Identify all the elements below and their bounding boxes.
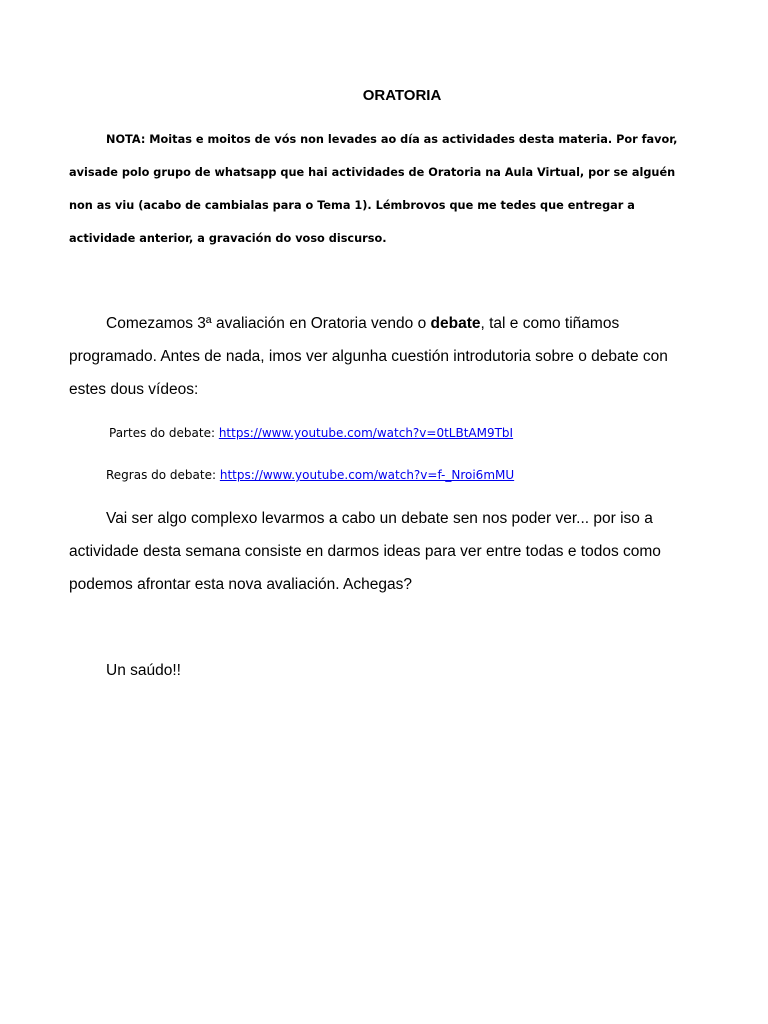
note-paragraph: NOTA: Moitas e moitos de vós non levades ao día as actividades desta materia. Por favor, avisade polo grupo de whatsapp que hai actividades de Oratoria na Aula Virtual, por se alguén non as viu (acabo de cambialas para o Tema 1). Lémbrovos que me tedes que entregar a actividade anterior, a gravación do voso discurso. (69, 133, 678, 245)
video-label-partes: Partes do debate: (109, 426, 219, 440)
document-title: ORATORIA (362, 87, 442, 104)
intro-bold-word: debate (430, 315, 481, 332)
video-link-regras[interactable]: https://www.youtube.com/watch?v=f-_Nroi6mMU (219, 468, 515, 482)
closing-paragraph: Un saúdo!! (106, 662, 181, 679)
video-line-partes (109, 425, 513, 441)
intro-paragraph (69, 307, 699, 406)
activity-paragraph: Vai ser algo complexo levarmos a cabo un debate sen nos poder ver... por iso a actividade desta semana consiste en darmos ideas para ver entre todas e todos como podemos afrontar esta nova avaliación. Achegas? (69, 510, 661, 593)
video-label-regras: Regras do debate: (106, 468, 220, 482)
intro-text-end: , tal e como tiñamos programado. Antes de nada, imos ver algunha cuestión introdutoria sobre o debate con estes dous vídeos: (69, 315, 668, 398)
video-link-partes[interactable]: https://www.youtube.com/watch?v=0tLBtAM9TbI (218, 426, 514, 440)
intro-text-start: Comezamos 3ª avaliación en Oratoria vendo o (106, 315, 431, 332)
video-line-regras (106, 467, 514, 483)
